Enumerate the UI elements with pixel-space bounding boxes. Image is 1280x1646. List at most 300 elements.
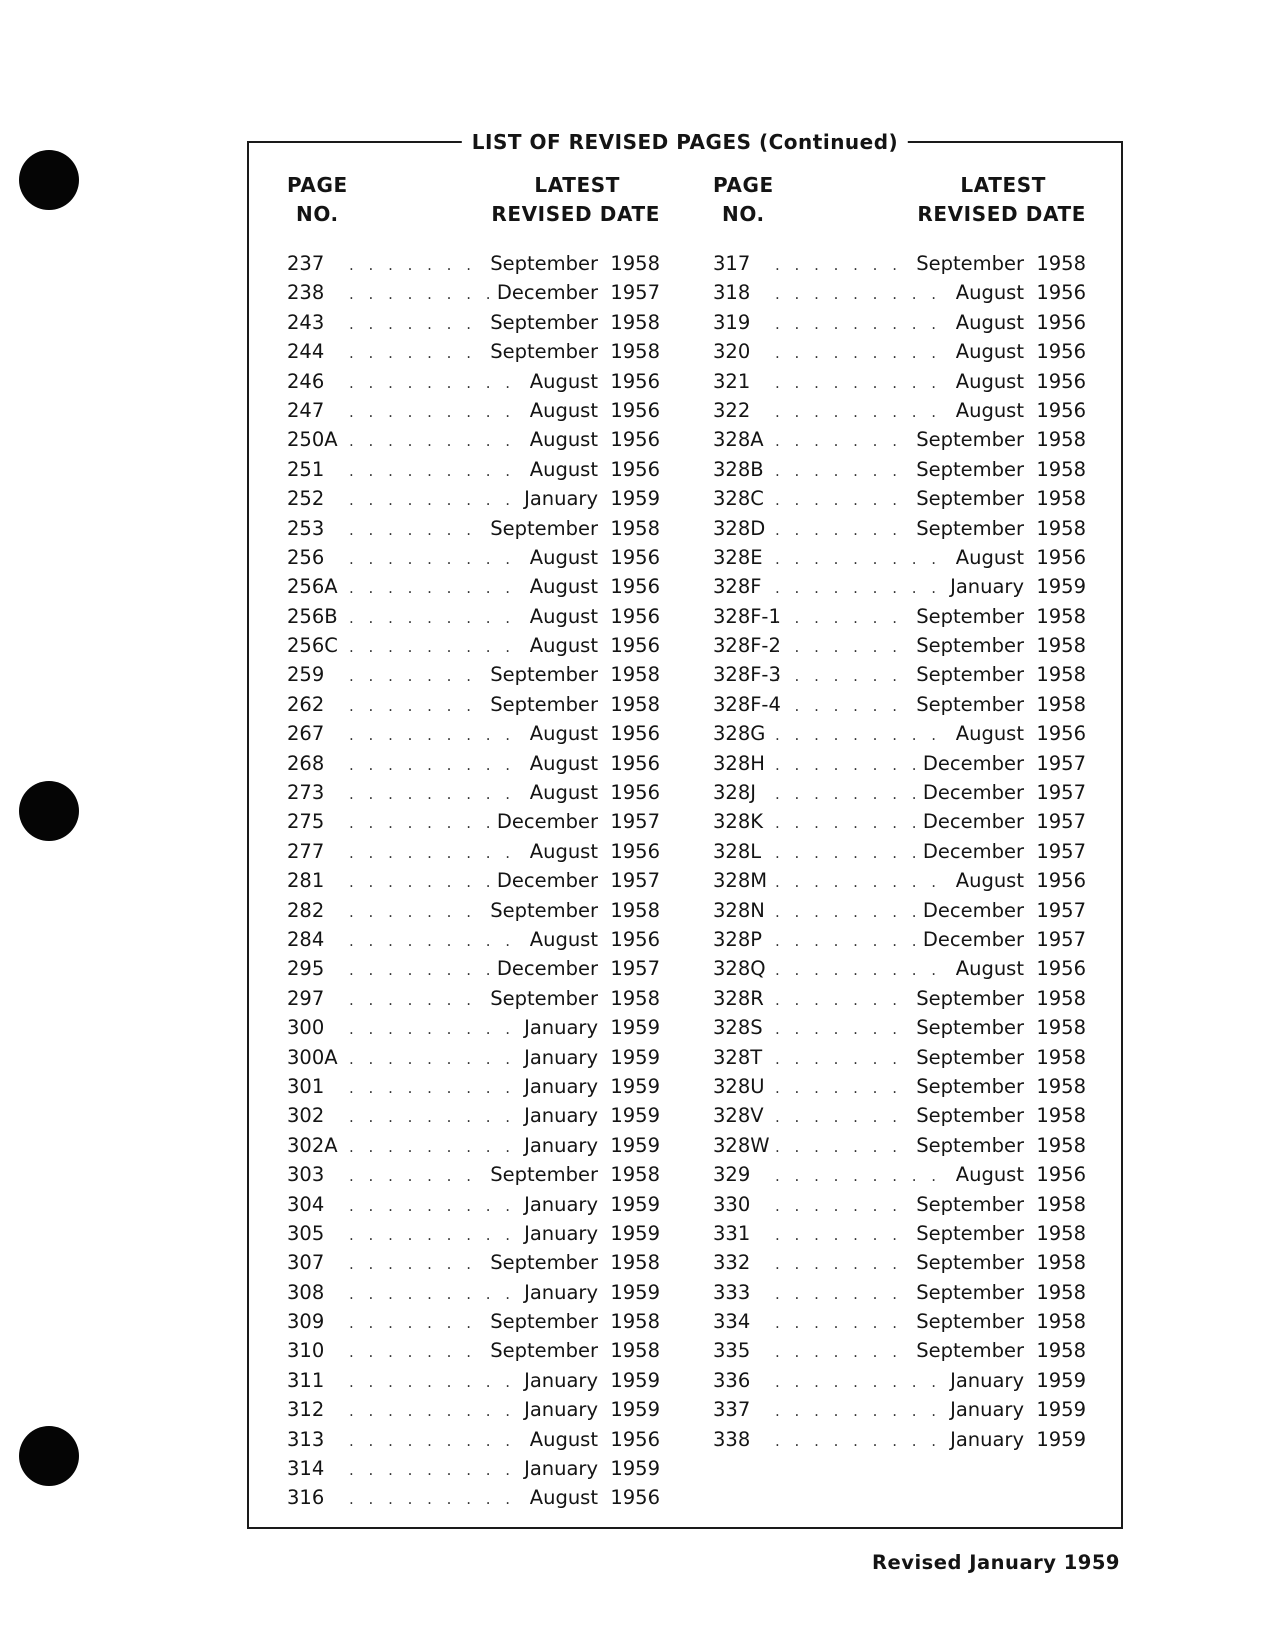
revision-month: January xyxy=(524,1280,598,1304)
list-item xyxy=(713,660,1086,689)
revision-year: 1956 xyxy=(610,751,660,775)
page-number: 252 xyxy=(287,487,325,511)
list-item xyxy=(713,249,1086,278)
revision-year: 1958 xyxy=(1036,1280,1086,1304)
revision-year: 1959 xyxy=(610,1368,660,1392)
revision-month: August xyxy=(529,781,598,805)
revision-month: August xyxy=(529,1427,598,1451)
page-number: 307 xyxy=(287,1251,325,1275)
dot-leader xyxy=(349,1397,520,1426)
revision-month: December xyxy=(922,839,1024,863)
revision-year: 1958 xyxy=(610,310,660,334)
revision-year: 1956 xyxy=(610,398,660,422)
list-item xyxy=(713,1278,1086,1307)
dot-leader xyxy=(775,369,952,398)
dot-leader xyxy=(349,369,526,398)
revision-year: 1959 xyxy=(610,1457,660,1481)
dot-leader xyxy=(775,898,919,927)
dot-leader xyxy=(349,427,526,456)
revision-year: 1958 xyxy=(610,516,660,540)
dot-leader xyxy=(349,574,526,603)
dot-leader xyxy=(349,868,493,897)
revision-month: September xyxy=(916,1045,1024,1069)
revision-month: January xyxy=(524,1016,598,1040)
page-number: 237 xyxy=(287,252,325,275)
revision-year: 1956 xyxy=(1036,722,1086,746)
revision-month: December xyxy=(496,957,598,981)
revision-month: August xyxy=(955,310,1024,334)
revision-year: 1958 xyxy=(610,252,660,275)
page-number: 275 xyxy=(287,810,325,834)
revision-month: August xyxy=(955,957,1024,981)
page-number: 328T xyxy=(713,1045,763,1069)
list-item xyxy=(287,1043,660,1072)
page-header-line2: NO. xyxy=(722,202,765,226)
revision-month: September xyxy=(916,1280,1024,1304)
revision-month: September xyxy=(490,252,598,275)
list-item xyxy=(287,778,660,807)
list-item xyxy=(713,1336,1086,1365)
dot-leader xyxy=(775,1045,912,1074)
list-item xyxy=(713,1190,1086,1219)
list-item xyxy=(713,778,1086,807)
revision-year: 1958 xyxy=(1036,1074,1086,1098)
list-item xyxy=(287,249,660,278)
revision-year: 1956 xyxy=(610,428,660,452)
list-item xyxy=(713,1101,1086,1130)
list-item xyxy=(713,984,1086,1013)
dot-leader xyxy=(775,545,952,574)
dot-leader xyxy=(349,1133,520,1162)
dot-leader xyxy=(775,751,919,780)
revision-year: 1959 xyxy=(610,1398,660,1422)
page-number: 314 xyxy=(287,1457,325,1481)
revision-year: 1959 xyxy=(610,1192,660,1216)
dot-leader xyxy=(775,868,952,897)
dot-leader xyxy=(775,280,952,309)
page-number: 311 xyxy=(287,1368,325,1392)
dot-leader xyxy=(775,1280,912,1309)
list-item xyxy=(287,1160,660,1189)
dot-leader xyxy=(349,1309,486,1338)
revision-month: August xyxy=(529,839,598,863)
revision-year: 1956 xyxy=(610,634,660,658)
revision-month: December xyxy=(496,281,598,305)
list-item xyxy=(713,1307,1086,1336)
dot-leader xyxy=(775,1338,912,1367)
left-column xyxy=(287,171,660,1513)
revision-year: 1956 xyxy=(610,722,660,746)
revision-month: September xyxy=(916,1192,1024,1216)
dot-leader xyxy=(349,1280,520,1309)
list-item xyxy=(713,367,1086,396)
revision-year: 1958 xyxy=(1036,604,1086,628)
revision-year: 1959 xyxy=(610,1104,660,1128)
page-number: 309 xyxy=(287,1310,325,1334)
page-title: LIST OF REVISED PAGES (Continued) xyxy=(462,129,908,155)
revision-month: September xyxy=(916,516,1024,540)
revision-month: September xyxy=(916,487,1024,511)
revision-year: 1956 xyxy=(1036,281,1086,305)
list-item xyxy=(713,484,1086,513)
revision-year: 1956 xyxy=(610,545,660,569)
dot-leader xyxy=(775,1192,912,1221)
list-item xyxy=(287,1072,660,1101)
page-number: 250A xyxy=(287,428,338,452)
revision-month: January xyxy=(524,1398,598,1422)
dot-leader xyxy=(775,339,952,368)
page-number: 259 xyxy=(287,663,325,687)
revision-month: September xyxy=(916,663,1024,687)
page-number: 328F-4 xyxy=(713,692,781,716)
revision-month: January xyxy=(524,1221,598,1245)
list-item xyxy=(713,278,1086,307)
revision-year: 1958 xyxy=(1036,1133,1086,1157)
revision-month: January xyxy=(950,1398,1024,1422)
dot-leader xyxy=(775,839,919,868)
dot-leader xyxy=(775,574,946,603)
page-number: 328P xyxy=(713,927,762,951)
dot-leader xyxy=(775,1015,912,1044)
revision-month: September xyxy=(490,340,598,364)
list-item xyxy=(713,954,1086,983)
dot-leader xyxy=(775,310,952,339)
page-number: 328L xyxy=(713,839,762,863)
list-item xyxy=(287,1483,660,1512)
dot-leader xyxy=(349,986,486,1015)
dot-leader xyxy=(775,721,952,750)
dot-leader xyxy=(775,457,912,486)
list-item xyxy=(287,543,660,572)
revision-year: 1959 xyxy=(610,1016,660,1040)
revised-pages-frame xyxy=(247,130,1123,1529)
revision-year: 1958 xyxy=(1036,1016,1086,1040)
page-number: 268 xyxy=(287,751,325,775)
date-header-line2: REVISED DATE xyxy=(917,202,1086,226)
list-item xyxy=(287,1278,660,1307)
dot-leader xyxy=(349,780,526,809)
revision-footer: Revised January 1959 xyxy=(872,1551,1120,1574)
page-number: 282 xyxy=(287,898,325,922)
list-item xyxy=(287,896,660,925)
page-number: 295 xyxy=(287,957,325,981)
list-item xyxy=(287,455,660,484)
revision-month: December xyxy=(922,781,1024,805)
revision-month: September xyxy=(490,692,598,716)
revision-month: September xyxy=(490,1251,598,1275)
page-number: 331 xyxy=(713,1221,751,1245)
revision-month: September xyxy=(490,1163,598,1187)
revision-year: 1957 xyxy=(610,869,660,893)
dot-leader xyxy=(349,1162,486,1191)
list-item xyxy=(287,719,660,748)
page-number: 336 xyxy=(713,1368,751,1392)
revision-year: 1958 xyxy=(1036,692,1086,716)
page-number: 281 xyxy=(287,869,325,893)
page-number: 328N xyxy=(713,898,765,922)
page-number: 328C xyxy=(713,487,764,511)
revision-year: 1958 xyxy=(1036,252,1086,275)
revision-year: 1956 xyxy=(1036,957,1086,981)
revision-year: 1958 xyxy=(610,1251,660,1275)
page-number: 256 xyxy=(287,545,325,569)
list-item xyxy=(287,1366,660,1395)
page-header-line1: PAGE xyxy=(287,173,348,197)
dot-leader xyxy=(349,1045,520,1074)
page-number: 328F-2 xyxy=(713,634,781,658)
revision-month: August xyxy=(955,722,1024,746)
revision-year: 1956 xyxy=(1036,310,1086,334)
revision-year: 1957 xyxy=(1036,781,1086,805)
list-item xyxy=(713,1395,1086,1424)
revision-year: 1957 xyxy=(610,810,660,834)
page-number: 297 xyxy=(287,986,325,1010)
list-item xyxy=(287,484,660,513)
revision-year: 1956 xyxy=(610,1427,660,1451)
revision-year: 1958 xyxy=(610,898,660,922)
list-item xyxy=(713,1425,1086,1454)
dot-leader xyxy=(775,692,912,721)
dot-leader xyxy=(775,1103,912,1132)
revision-year: 1957 xyxy=(1036,839,1086,863)
page-number: 328S xyxy=(713,1016,763,1040)
list-item xyxy=(713,925,1086,954)
list-item xyxy=(713,1072,1086,1101)
dot-leader xyxy=(349,692,486,721)
dot-leader xyxy=(349,809,493,838)
revision-month: January xyxy=(524,1368,598,1392)
dot-leader xyxy=(349,662,486,691)
date-header-line1: LATEST xyxy=(960,173,1046,197)
page-header-line2: NO. xyxy=(296,202,339,226)
dot-leader xyxy=(349,1368,520,1397)
revision-year: 1956 xyxy=(610,457,660,481)
list-item xyxy=(287,690,660,719)
page-number: 284 xyxy=(287,927,325,951)
page-number: 256B xyxy=(287,604,338,628)
revision-year: 1959 xyxy=(1036,1427,1086,1451)
page-number: 330 xyxy=(713,1192,751,1216)
dot-leader xyxy=(775,427,912,456)
list-item xyxy=(287,749,660,778)
page-number: 317 xyxy=(713,252,751,275)
list-item xyxy=(713,690,1086,719)
list-item xyxy=(713,719,1086,748)
list-item xyxy=(713,866,1086,895)
list-item xyxy=(287,631,660,660)
dot-leader xyxy=(349,604,526,633)
list-item xyxy=(287,807,660,836)
revision-year: 1958 xyxy=(1036,986,1086,1010)
revision-year: 1957 xyxy=(610,957,660,981)
revision-month: September xyxy=(490,898,598,922)
list-item xyxy=(287,514,660,543)
list-item xyxy=(287,425,660,454)
revision-month: August xyxy=(955,1163,1024,1187)
revision-month: August xyxy=(529,575,598,599)
revision-month: September xyxy=(916,428,1024,452)
revision-month: December xyxy=(922,751,1024,775)
revision-month: September xyxy=(916,986,1024,1010)
date-header-line1: LATEST xyxy=(534,173,620,197)
revision-month: September xyxy=(916,692,1024,716)
list-item xyxy=(287,1013,660,1042)
revision-year: 1959 xyxy=(1036,1398,1086,1422)
revision-year: 1958 xyxy=(1036,1045,1086,1069)
list-item xyxy=(713,455,1086,484)
dot-leader xyxy=(775,1074,912,1103)
page-number: 308 xyxy=(287,1280,325,1304)
page-number: 303 xyxy=(287,1163,325,1187)
list-item xyxy=(287,337,660,366)
dot-leader xyxy=(349,1338,486,1367)
page-number: 318 xyxy=(713,281,751,305)
dot-leader xyxy=(775,986,912,1015)
revision-year: 1956 xyxy=(1036,398,1086,422)
list-item xyxy=(713,1043,1086,1072)
revision-month: September xyxy=(916,1104,1024,1128)
page-number: 251 xyxy=(287,457,325,481)
revision-year: 1958 xyxy=(610,986,660,1010)
page-number: 243 xyxy=(287,310,325,334)
revision-month: January xyxy=(524,1104,598,1128)
page-number: 328Q xyxy=(713,957,766,981)
page-number: 328J xyxy=(713,781,756,805)
revision-month: September xyxy=(490,663,598,687)
page-number: 332 xyxy=(713,1251,751,1275)
revision-year: 1958 xyxy=(610,1163,660,1187)
revision-month: August xyxy=(955,369,1024,393)
revision-month: August xyxy=(529,457,598,481)
page-number: 328W xyxy=(713,1133,770,1157)
revision-year: 1956 xyxy=(610,1486,660,1510)
revision-year: 1959 xyxy=(610,487,660,511)
binder-hole-middle xyxy=(19,781,79,841)
revision-month: September xyxy=(916,1016,1024,1040)
page-number: 246 xyxy=(287,369,325,393)
revision-month: September xyxy=(916,252,1024,275)
list-item xyxy=(287,1307,660,1336)
page-number: 328F-3 xyxy=(713,663,781,687)
binder-hole-top xyxy=(19,150,79,210)
revision-month: September xyxy=(916,634,1024,658)
revision-month: August xyxy=(955,281,1024,305)
dot-leader xyxy=(349,1485,526,1514)
page-number: 256C xyxy=(287,634,338,658)
page-number: 277 xyxy=(287,839,325,863)
list-item xyxy=(713,514,1086,543)
revision-month: September xyxy=(916,1251,1024,1275)
list-item xyxy=(287,572,660,601)
revision-year: 1958 xyxy=(1036,1251,1086,1275)
dot-leader xyxy=(775,809,919,838)
list-item xyxy=(287,925,660,954)
revision-month: August xyxy=(529,369,598,393)
revision-year: 1959 xyxy=(1036,1368,1086,1392)
dot-leader xyxy=(775,604,912,633)
page-number: 312 xyxy=(287,1398,325,1422)
revision-month: August xyxy=(529,722,598,746)
revision-year: 1956 xyxy=(1036,369,1086,393)
revision-month: September xyxy=(916,604,1024,628)
page-number: 335 xyxy=(713,1339,751,1363)
revision-year: 1956 xyxy=(1036,869,1086,893)
page-number: 310 xyxy=(287,1339,325,1363)
revision-month: September xyxy=(490,516,598,540)
revision-month: January xyxy=(524,1074,598,1098)
list-item xyxy=(713,572,1086,601)
revision-month: August xyxy=(955,340,1024,364)
revision-year: 1959 xyxy=(610,1280,660,1304)
dot-leader xyxy=(775,927,919,956)
page-number: 328D xyxy=(713,516,766,540)
dot-leader xyxy=(349,516,486,545)
page-number: 329 xyxy=(713,1163,751,1187)
list-item xyxy=(713,807,1086,836)
dot-leader xyxy=(775,398,952,427)
page-number: 316 xyxy=(287,1486,325,1510)
list-item xyxy=(713,1160,1086,1189)
dot-leader xyxy=(775,1133,912,1162)
revision-year: 1958 xyxy=(1036,457,1086,481)
list-item xyxy=(287,1454,660,1483)
dot-leader xyxy=(349,457,526,486)
revision-year: 1957 xyxy=(1036,810,1086,834)
revision-year: 1958 xyxy=(1036,1310,1086,1334)
revision-year: 1959 xyxy=(610,1133,660,1157)
page-number: 337 xyxy=(713,1398,751,1422)
dot-leader xyxy=(349,927,526,956)
revision-year: 1959 xyxy=(1036,575,1086,599)
date-header-line2: REVISED DATE xyxy=(491,202,660,226)
list-item xyxy=(287,1131,660,1160)
dot-leader xyxy=(349,545,526,574)
dot-leader xyxy=(775,662,912,691)
page-number: 334 xyxy=(713,1310,751,1334)
revision-year: 1957 xyxy=(610,281,660,305)
dot-leader xyxy=(349,1427,526,1456)
page-number: 256A xyxy=(287,575,338,599)
list-item xyxy=(713,308,1086,337)
list-item xyxy=(713,1366,1086,1395)
dot-leader xyxy=(775,1397,946,1426)
revision-month: September xyxy=(916,457,1024,481)
revision-month: August xyxy=(529,545,598,569)
revision-month: August xyxy=(529,634,598,658)
page-header-line1: PAGE xyxy=(713,173,774,197)
dot-leader xyxy=(775,1221,912,1250)
list-item xyxy=(287,1190,660,1219)
dot-leader xyxy=(349,486,520,515)
page-number: 319 xyxy=(713,310,751,334)
revision-month: September xyxy=(490,1310,598,1334)
revision-year: 1956 xyxy=(1036,1163,1086,1187)
revision-month: January xyxy=(524,1133,598,1157)
revision-year: 1958 xyxy=(610,1310,660,1334)
page-number: 328E xyxy=(713,545,763,569)
revision-year: 1958 xyxy=(1036,1339,1086,1363)
dot-leader xyxy=(775,956,952,985)
list-item xyxy=(287,984,660,1013)
revision-year: 1956 xyxy=(610,575,660,599)
dot-leader xyxy=(349,339,486,368)
revision-month: December xyxy=(922,927,1024,951)
page-number: 328V xyxy=(713,1104,764,1128)
revision-year: 1958 xyxy=(1036,1221,1086,1245)
right-column xyxy=(713,171,1086,1454)
date-header xyxy=(491,171,660,229)
revision-month: August xyxy=(529,428,598,452)
